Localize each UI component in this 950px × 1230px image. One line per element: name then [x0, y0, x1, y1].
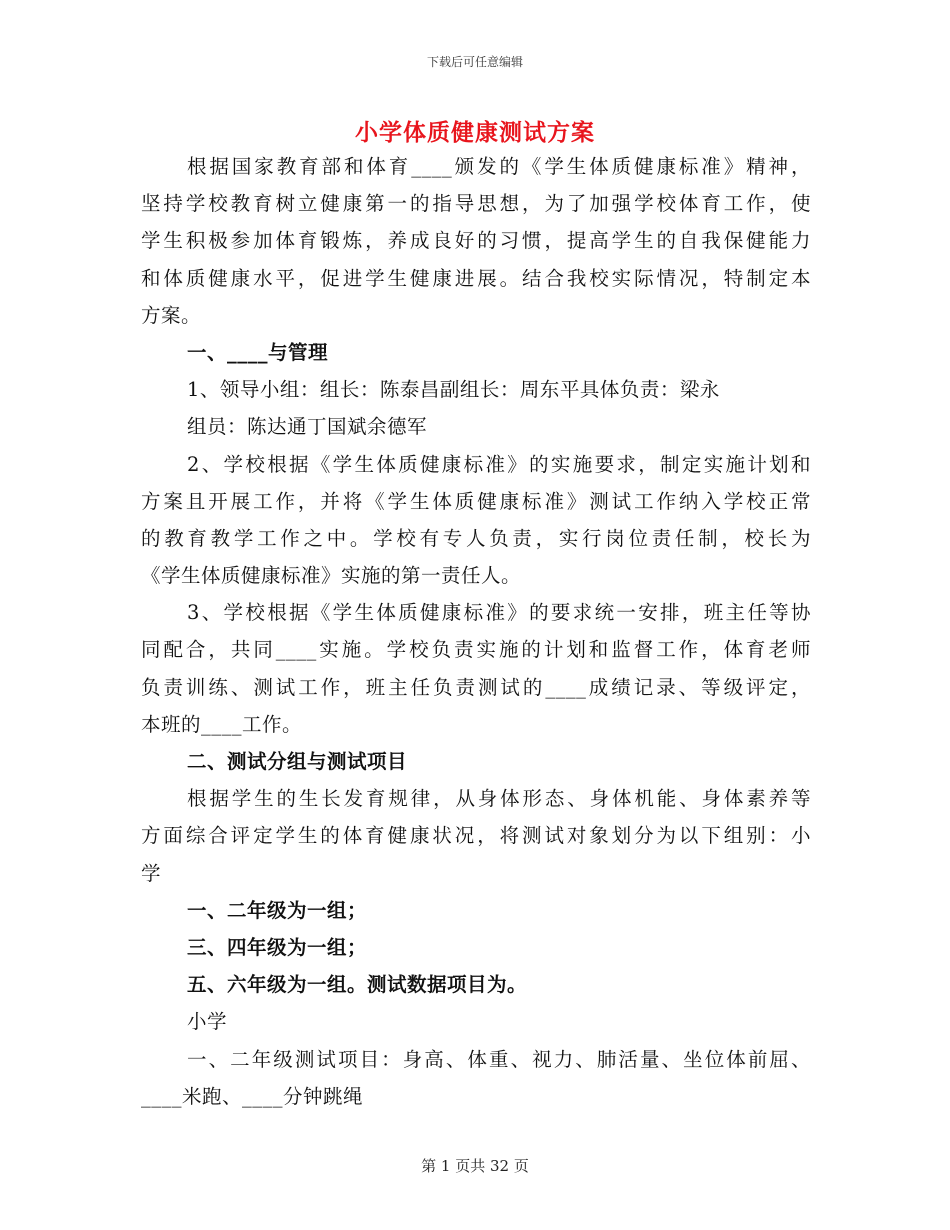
group-line: 一、二年级为一组； [187, 898, 368, 922]
paragraph-line: 3、学校根据《学生体质健康标准》的要求统一安排，班主任等协 [187, 601, 811, 625]
section-heading: 二、测试分组与测试项目 [187, 750, 408, 773]
group-line: 三、四年级为一组； [187, 935, 368, 959]
header-note: 下载后可任意编辑 [426, 55, 523, 69]
paragraph-line: 方面综合评定学生的体育健康状况，将测试对象划分为以下组别：小 [141, 824, 811, 848]
group-line: 五、六年级为一组。测试数据项目为。 [187, 973, 528, 997]
paragraph-line: 学 [141, 861, 162, 885]
paragraph-line: 负责训练、测试工作，班主任负责测试的____成绩记录、等级评定， [141, 675, 811, 699]
paragraph-line: 《学生体质健康标准》实施的第一责任人。 [141, 564, 522, 588]
paragraph-line: ____米跑、____分钟跳绳 [141, 1084, 364, 1108]
section-heading: 一、____与管理 [187, 340, 329, 364]
page-footer: 第 1 页共 32 页 [421, 1157, 529, 1175]
paragraph-line: 坚持学校教育树立健康第一的指导思想，为了加强学校体育工作，使 [141, 192, 811, 216]
paragraph-line: 一、二年级测试项目：身高、体重、视力、肺活量、坐位体前屈、 [187, 1047, 811, 1071]
document-title: 小学体质健康测试方案 [355, 119, 595, 146]
paragraph-line: 同配合，共同____实施。学校负责实施的计划和监督工作，体育老师 [141, 638, 811, 662]
paragraph-line: 根据学生的生长发育规律，从身体形态、身体机能、身体素养等 [187, 787, 811, 811]
paragraph-line: 小学 [187, 1010, 228, 1034]
paragraph-line: 本班的____工作。 [141, 712, 303, 736]
paragraph-line: 1、领导小组：组长：陈泰昌副组长：周东平具体负责：梁永 [187, 378, 720, 402]
paragraph-line: 学生积极参加体育锻炼，养成良好的习惯，提高学生的自我保健能力 [141, 229, 811, 253]
document-body [141, 148, 811, 1115]
paragraph-line: 和体质健康水平，促进学生健康进展。结合我校实际情况，特制定本 [141, 266, 811, 290]
paragraph-line: 方案。 [141, 303, 202, 327]
paragraph-line: 方案且开展工作，并将《学生体质健康标准》测试工作纳入学校正常 [141, 489, 811, 513]
paragraph-line: 组员：陈达通丁国斌余德军 [187, 415, 428, 439]
paragraph-line: 根据国家教育部和体育____颁发的《学生体质健康标准》精神， [187, 155, 811, 178]
paragraph-line: 2、学校根据《学生体质健康标准》的实施要求，制定实施计划和 [187, 452, 811, 476]
paragraph-line: 的教育教学工作之中。学校有专人负责，实行岗位责任制，校长为 [141, 526, 811, 550]
